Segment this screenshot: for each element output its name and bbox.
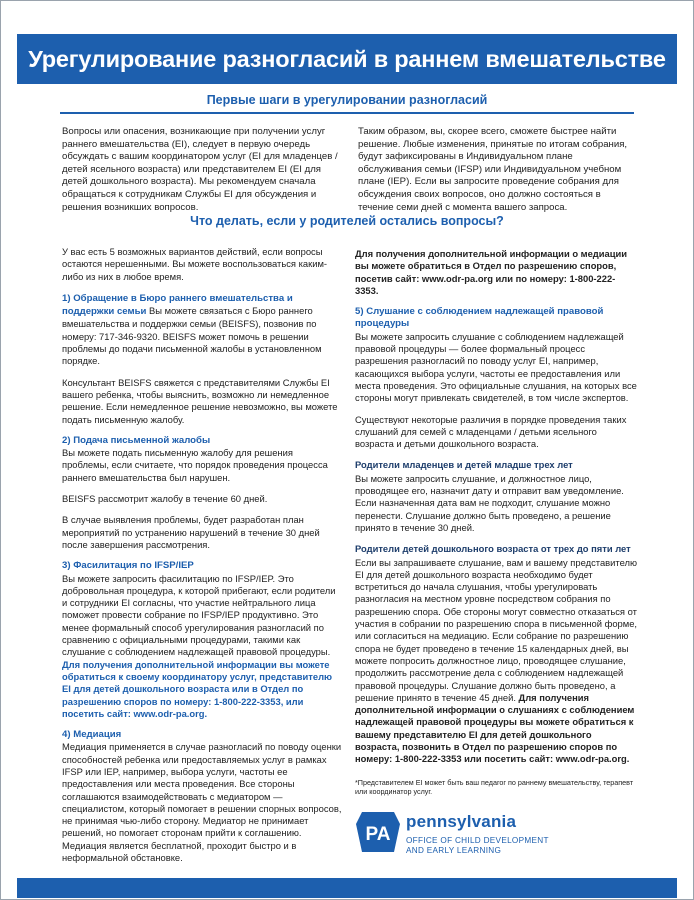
intro-right-paragraph: Таким образом, вы, скорее всего, сможете быстрее найти решение. Любые изменения, принятые по итогам собрания, будут зафиксированы в Индивидуальном плане обслуживания семьи (IFSP) или Индивидуальном учебном плане (IEP). Если вы запросите проведение собрания для обсуждения своих вопросов, оно должно состояться в течение семи дней с момента вашего запроса. xyxy=(358,126,628,213)
option-4-text: Медиация применяется в случае разногласий по поводу оценки способностей ребенка или предоставляемых услуг в рамках IFSP или IEP, например, выбора услуги, частоты ее предоставления или места проведения. Все стороны соглашаются взаимодействовать с медиатором — специалистом, который помогает в решении спорных вопросов, не принимая чью-либо сторону. Медиатор не принимает решений, но помогает сторонам прийти к соглашению. Медиация является бесплатной, проходит быстро и в неформальной обстановке. xyxy=(62,741,342,864)
preschool-heading: Родители детей дошкольного возраста от трех до пяти лет xyxy=(355,543,631,555)
option-2-paragraph-3: В случае выявления проблемы, будет разработан план мероприятий по устранению нарушений в течение 30 дней после завершения рассмотрения. xyxy=(62,514,320,550)
option-3-heading: 3) Фасилитация по IFSP/IEP xyxy=(62,560,194,572)
footnote: *Представителем EI может быть ваш педагог по раннему вмешательству, терапевт или координатор услуг. xyxy=(355,777,634,797)
logo-line-2: AND EARLY LEARNING xyxy=(406,846,502,855)
option-2-paragraph-2: BEISFS рассмотрит жалобу в течение 60 дней. xyxy=(62,493,268,505)
preschool-contact-info: Для получения дополнительной информации о слушаниях с соблюдением надлежащей правовой процедуры вы можете обратиться к вашему представителю EI для детей дошкольного возраста, позвонить в Отдел по разрешению споров по номеру: 1-800-222-3353 или посетить сайт: www.odr-pa.org. xyxy=(355,691,635,765)
preschool-block xyxy=(355,557,637,766)
right-column xyxy=(355,248,637,806)
left-column xyxy=(62,246,342,873)
option-2-heading: 2) Подача письменной жалобы xyxy=(62,434,211,446)
option-4-heading: 4) Медиация xyxy=(62,729,122,741)
option-5-text: Вы можете запросить слушание с соблюдением надлежащей правовой процедуры — более формальный процесс разрешения разногласий по поводу услуг EI, например, касающихся выбора услуги, частоты ее предоставления или места проведения. Это официальные слушания, на которых все стороны могут привлекать свидетелей, в том числе экспертов. xyxy=(355,330,637,404)
logo-brand: pennsylvania xyxy=(406,812,517,831)
pennsylvania-logo xyxy=(356,810,596,858)
logo-line-1: OFFICE OF CHILD DEVELOPMENT xyxy=(406,836,549,845)
title-banner xyxy=(17,34,677,84)
option-3-text: Вы можете запросить фасилитацию по IFSP/IEP. Это добровольная процедура, к которой прибегают, если родители и сотрудники EI согласны, что участие нейтрального лица поможет провести собрание по IFSP/IEP продуктивно. Это менее формальный способ урегулирования разногласий по сравнению с официальными процедурами, такими как слушание с соблюдением надлежащей правовой процедуры. xyxy=(62,572,336,658)
option-3 xyxy=(62,573,342,721)
section-heading-first-steps: Первые шаги в урегулировании разногласий xyxy=(206,93,488,107)
option-1-text: Вы можете связаться с Бюро раннего вмешательства и поддержки семьи (BEISFS), позвонив по номеру: 717-346-9320. BEISFS может помочь в решении проблемы до подачи письменной жалобы в установленном порядке. xyxy=(62,305,322,367)
option-1-paragraph-2: Консультант BEISFS свяжется с представителями Службы EI вашего ребенка, чтобы выяснить, возможно ли немедленное решение. Если немедленное решение невозможно, вы можете подать письменную жалобу. xyxy=(62,376,338,425)
infants-heading: Родители младенцев и детей младше трех лет xyxy=(355,459,573,471)
option-1 xyxy=(62,292,342,368)
keystone-icon xyxy=(356,810,400,854)
section-heading-questions: Что делать, если у родителей остались вопросы? xyxy=(190,214,504,228)
option-2-text: Вы можете подать письменную жалобу для решения проблемы, если считаете, что порядок проведения процесса раннего вмешательства был нарушен. xyxy=(62,447,328,483)
option-5-paragraph-2: Существуют некоторые различия в порядке проведения таких слушаний для семей с младенцами / детьми ясельного возраста и детьми дошкольного возраста. xyxy=(355,413,627,450)
footer-bar xyxy=(17,878,677,898)
preschool-text: Если вы запрашиваете слушание, вам и вашему представителю EI для детей дошкольного возраста необходимо будет встретиться до начала слушания, чтобы урегулировать разногласия на местном уровне посредством собрания по разрешению спора. Обе стороны могут совместно отказаться от участия в собрании по разрешению спора в письменной форме, или согласиться на медиацию. Если собрание по разрешению спора не будет проведено в течение 15 календарных дней, вы можете попросить должностное лицо, проводящее слушание, продолжить рассмотрение дела с соблюдением надлежащей правовой процедуры. Слушание должно быть проведено, а решение принято в течение 45 дней. xyxy=(355,556,638,703)
logo-badge-text: PA xyxy=(365,824,391,845)
section-divider xyxy=(60,112,634,114)
page-title: Урегулирование разногласий в раннем вмешательстве xyxy=(28,46,666,72)
option-3-contact-info: Для получения дополнительной информации вы можете обратиться к своему координатору услуг, представителю EI для детей дошкольного возраста или в Отдел по разрешению споров по номеру: 1-800-222-3353, или посетить сайт: www.odr-pa.org. xyxy=(62,658,333,719)
option-5-heading: 5) Слушание с соблюдением надлежащей правовой процедуры xyxy=(355,306,604,330)
intro-left-paragraph: Вопросы или опасения, возникающие при получении услуг раннего вмешательства (EI), следует в первую очередь обсуждать с вашим координатором услуг (EI для младенцев / детей ясельного возраста) или представителем EI (EI для детей дошкольного возраста). Мы рекомендуем сначала обращаться к сотрудникам Службы EI для обсуждения и решения возникших вопросов. xyxy=(62,126,338,213)
infants-text: Вы можете запросить слушание, и должностное лицо, проводящее его, назначит дату и отправит вам уведомление. Если назначенная дата вам не подходит, слушание можно перенести. Слушание должно быть проведено, а решение принято в течение 30 дней. xyxy=(355,472,624,533)
option-1-heading: 1) Обращение в Бюро раннего вмешательства и поддержки семьи xyxy=(62,292,293,318)
options-intro: У вас есть 5 возможных вариантов действий, если вопросы остаются нерешенными. Вы можете воспользоваться каким-либо из них в любое время. xyxy=(62,246,328,282)
mediation-contact-info: Для получения дополнительной информации о медиации вы можете обратиться в Отдел по разрешению споров, посетив сайт: www.odr-pa.org или по номеру: 1-800-222-3353. xyxy=(355,248,628,296)
